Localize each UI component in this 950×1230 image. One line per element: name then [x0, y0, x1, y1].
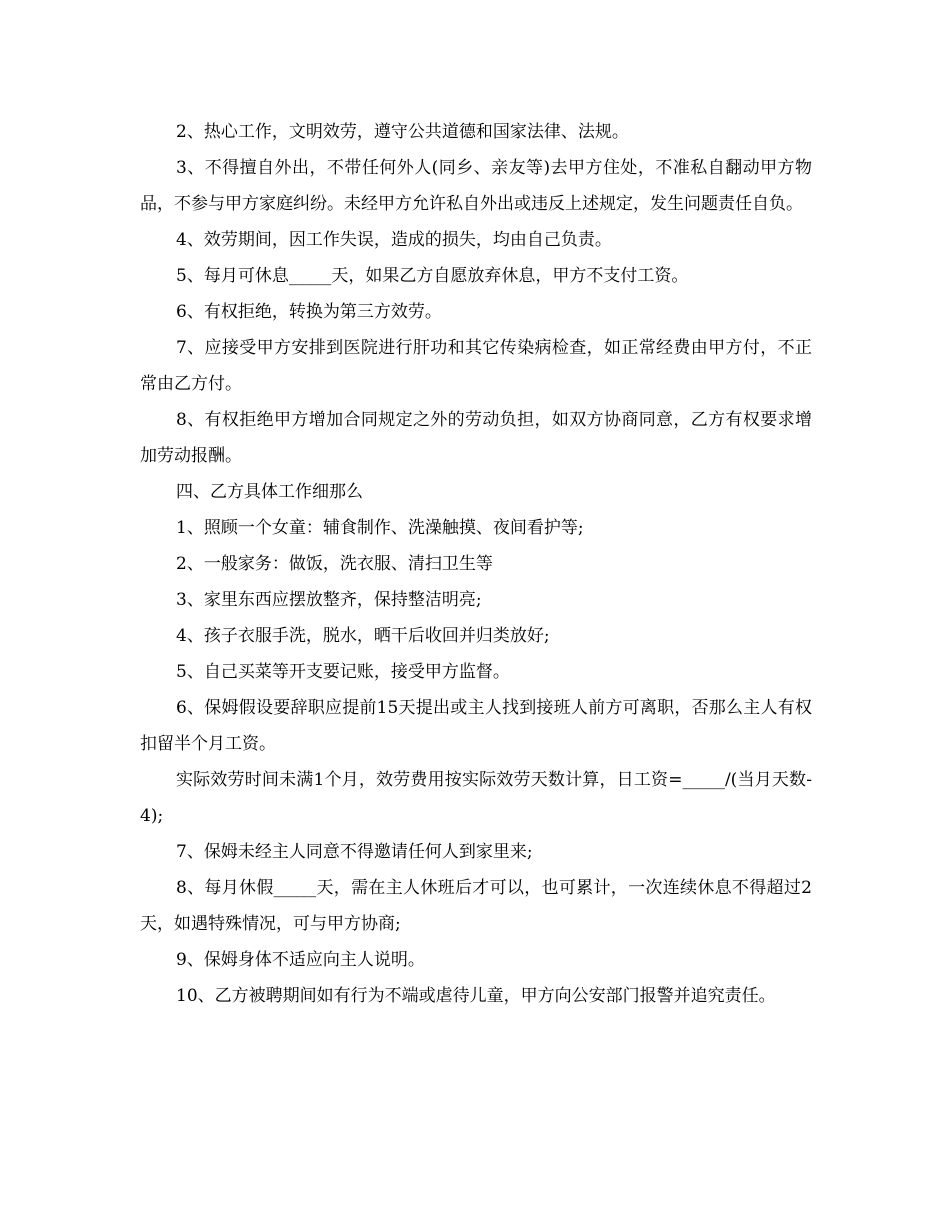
paragraph-clause-7: 7、应接受甲方安排到医院进行肝功和其它传染病检查，如正常经费由甲方付，不正常由乙方付。 [140, 338, 812, 394]
paragraph-clause-5: 5、每月可休息_____天，如果乙方自愿放弃休息，甲方不支付工资。 [176, 266, 689, 286]
paragraph-clause-2: 2、热心工作，文明效劳，遵守公共道德和国家法律、法规。 [176, 122, 629, 142]
document-body [140, 114, 812, 1014]
paragraph-duty-1: 1、照顾一个女童：辅食制作、洗澡触摸、夜间看护等; [176, 518, 584, 538]
paragraph-duty-4: 4、孩子衣服手洗，脱水，晒干后收回并归类放好; [176, 626, 550, 646]
paragraph-duty-3: 3、家里东西应摆放整齐，保持整洁明亮; [176, 590, 482, 610]
section-heading-work-details: 四、乙方具体工作细那么 [176, 482, 363, 502]
paragraph-duty-9: 9、保姆身体不适应向主人说明。 [176, 950, 425, 970]
paragraph-duty-2: 2、一般家务：做饭，洗衣服、清扫卫生等 [176, 554, 493, 574]
paragraph-duty-8: 8、每月休假_____天，需在主人休班后才可以，也可累计，一次连续休息不得超过2天，如遇特殊情况，可与甲方协商; [140, 878, 812, 934]
paragraph-duty-10: 10、乙方被聘期间如有行为不端或虐待儿童，甲方向公安部门报警并追究责任。 [176, 986, 776, 1006]
paragraph-clause-4: 4、效劳期间，因工作失误，造成的损失，均由自己负责。 [176, 230, 612, 250]
paragraph-clause-8: 8、有权拒绝甲方增加合同规定之外的劳动负担，如双方协商同意，乙方有权要求增加劳动报酬。 [140, 410, 812, 466]
paragraph-daily-wage: 实际效劳时间未满1个月，效劳费用按实际效劳天数计算，日工资=_____/(当月天数-4); [140, 770, 812, 826]
paragraph-duty-7: 7、保姆未经主人同意不得邀请任何人到家里来; [176, 842, 533, 862]
paragraph-duty-6: 6、保姆假设要辞职应提前15天提出或主人找到接班人前方可离职，否那么主人有权扣留半个月工资。 [140, 698, 812, 754]
paragraph-clause-3: 3、不得擅自外出，不带任何外人(同乡、亲友等)去甲方住处，不准私自翻动甲方物品，不参与甲方家庭纠纷。未经甲方允许私自外出或违反上述规定，发生问题责任自负。 [140, 158, 812, 214]
paragraph-clause-6: 6、有权拒绝，转换为第三方效劳。 [176, 302, 442, 322]
paragraph-duty-5: 5、自己买菜等开支要记账，接受甲方监督。 [176, 662, 510, 682]
